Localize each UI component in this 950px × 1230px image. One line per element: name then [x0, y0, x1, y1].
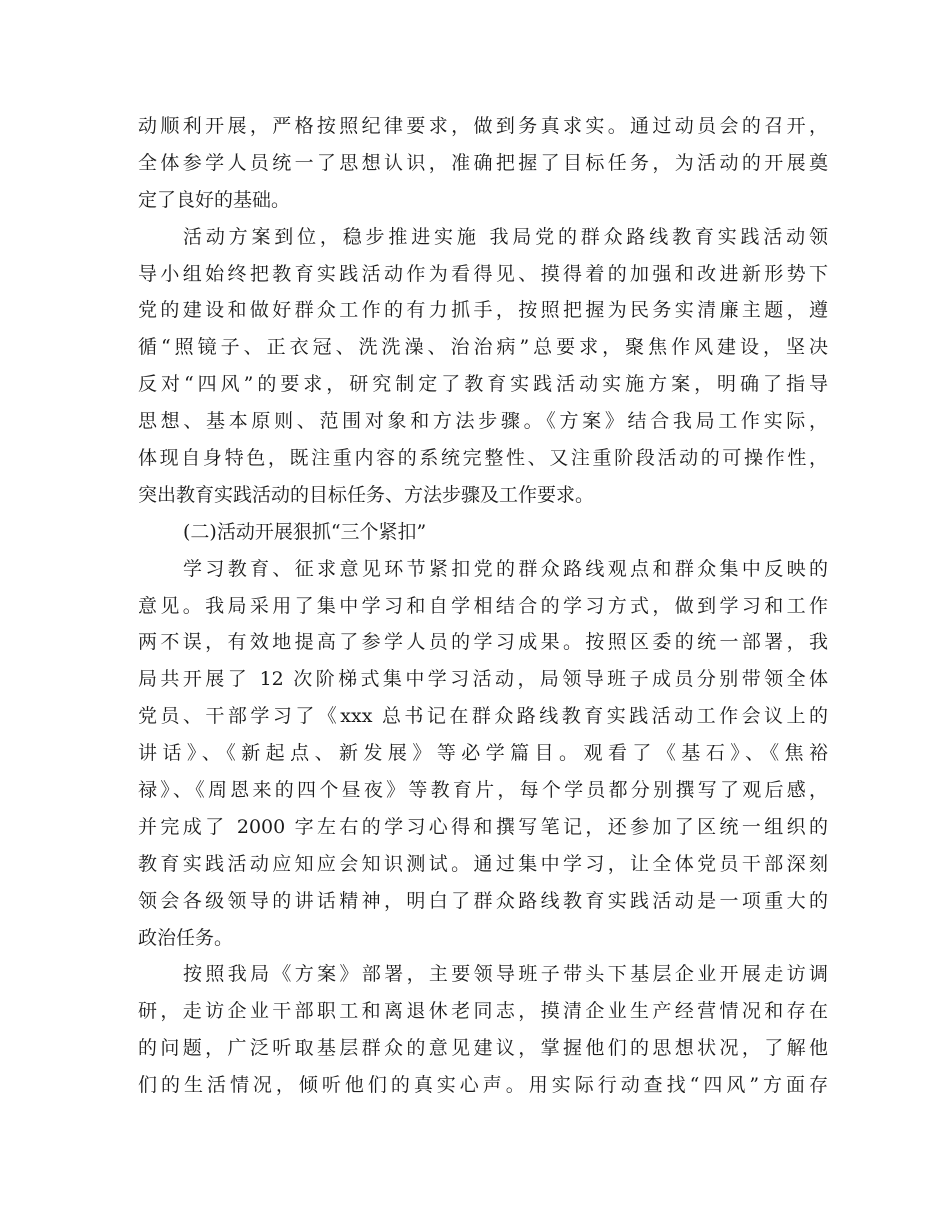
- text-line: 意见。我局采用了集中学习和自学相结合的学习方式，做到学习和工作: [138, 594, 828, 617]
- text-line: 局共开展了 12 次阶梯式集中学习活动，局领导班子成员分别带领全体: [138, 668, 828, 691]
- text-line: 并完成了 2000 字左右的学习心得和撰写笔记，还参加了区统一组织的: [138, 815, 828, 838]
- text-line: 教育实践活动应知应会知识测试。通过集中学习，让全体党员干部深刻: [138, 852, 828, 875]
- document-page: [138, 108, 828, 1104]
- text-line: 研，走访企业干部职工和离退休老同志，摸清企业生产经营情况和存在: [138, 1000, 828, 1023]
- text-line: 两不误，有效地提高了参学人员的学习成果。按照区委的统一部署，我: [138, 631, 828, 654]
- text-line: 的问题，广泛听取基层群众的意见建议，掌握他们的思想状况，了解他: [138, 1037, 828, 1060]
- text-line: 按照我局《方案》部署，主要领导班子带头下基层企业开展走访调: [183, 963, 828, 986]
- text-line: 突出教育实践活动的目标任务、方法步骤及工作要求。: [138, 483, 595, 506]
- text-line: 循“照镜子、正衣冠、洗洗澡、治治病”总要求，聚焦作风建设，坚决: [138, 336, 828, 359]
- text-line: (二)活动开展狠抓“三个紧扣”: [183, 520, 427, 543]
- text-line: 们的生活情况，倾听他们的真实心声。用实际行动查找“四风”方面存: [138, 1074, 828, 1097]
- text-line: 党员、干部学习了《xxx 总书记在群众路线教育实践活动工作会议上的: [138, 705, 828, 728]
- paragraph: [138, 219, 828, 514]
- text-line: 政治任务。: [138, 926, 234, 949]
- text-line: 学习教育、征求意见环节紧扣党的群众路线观点和群众集中反映的: [183, 557, 828, 580]
- text-line: 全体参学人员统一了思想认识，准确把握了目标任务，为活动的开展奠: [138, 151, 828, 174]
- paragraph: [138, 108, 828, 219]
- text-line: 讲话》、《新起点、新发展》等必学篇目。观看了《基石》、《焦裕: [138, 742, 828, 765]
- text-line: 体现自身特色，既注重内容的系统完整性、又注重阶段活动的可操作性，: [138, 447, 828, 470]
- text-line: 党的建设和做好群众工作的有力抓手，按照把握为民务实清廉主题，遵: [138, 299, 828, 322]
- text-line: 导小组始终把教育实践活动作为看得见、摸得着的加强和改进新形势下: [138, 262, 828, 285]
- text-line: 反对“四风”的要求，研究制定了教育实践活动实施方案，明确了指导: [138, 373, 828, 396]
- paragraph: [138, 956, 828, 1104]
- text-line: 思想、基本原则、范围对象和方法步骤。《方案》结合我局工作实际，: [138, 410, 828, 433]
- section-heading: [138, 514, 828, 551]
- text-line: 领会各级领导的讲话精神，明白了群众路线教育实践活动是一项重大的: [138, 889, 828, 912]
- text-line: 定了良好的基础。: [138, 188, 291, 211]
- text-line: 动顺利开展，严格按照纪律要求，做到务真求实。通过动员会的召开，: [138, 115, 828, 137]
- text-line: 活动方案到位，稳步推进实施 我局党的群众路线教育实践活动领: [183, 225, 828, 248]
- text-line: 禄》、《周恩来的四个昼夜》等教育片，每个学员都分别撰写了观后感，: [138, 779, 828, 802]
- paragraph: [138, 551, 828, 957]
